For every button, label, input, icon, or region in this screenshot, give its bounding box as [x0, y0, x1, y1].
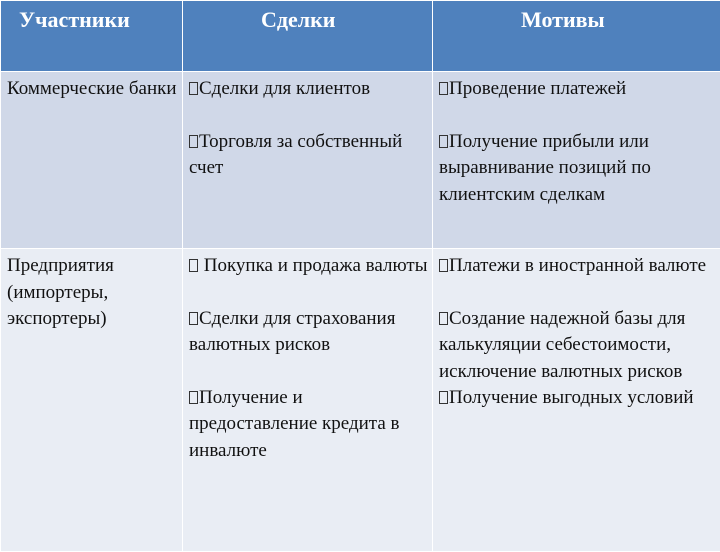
bullet-icon: [189, 82, 198, 95]
motive-item-text: Получение прибыли или выравнивание позиций по клиентским сделкам: [439, 131, 651, 205]
bullet-icon: [439, 391, 448, 404]
header-deals-label: Сделки: [261, 7, 432, 33]
deal-item: [189, 306, 430, 359]
participant-cell: [1, 249, 183, 552]
deal-item-text: Сделки для страхования валютных рисков: [189, 308, 395, 356]
deals-cell: [183, 72, 433, 249]
deal-item-text: Торговля за собственный счет: [189, 131, 402, 179]
deal-item-text: Сделки для клиентов: [199, 78, 370, 99]
deal-item: [189, 253, 430, 280]
motive-item-text: Платежи в иностранной валюте: [449, 255, 706, 276]
table-header-row: [1, 1, 720, 72]
motive-item: [439, 306, 718, 386]
motives-cell: [433, 249, 720, 552]
header-motives-label: Мотивы: [521, 7, 720, 33]
bullet-icon: [439, 259, 448, 272]
motive-item: [439, 76, 718, 103]
header-participants: [1, 1, 183, 72]
header-participants-label: Участники: [19, 7, 182, 33]
motive-item-text: Проведение платежей: [449, 78, 626, 99]
deal-item: [189, 76, 430, 103]
deal-item: [189, 385, 430, 465]
motive-item-text: Получение выгодных условий: [449, 387, 694, 408]
motive-item: [439, 385, 718, 412]
deal-item-text: Покупка и продажа валюты: [199, 255, 428, 276]
bullet-icon: [189, 135, 198, 148]
bullet-icon: [189, 259, 198, 272]
bullet-icon: [189, 312, 198, 325]
deal-item: [189, 129, 430, 182]
table-row: [1, 72, 720, 249]
deals-cell: [183, 249, 433, 552]
motive-item: [439, 253, 718, 280]
header-motives: [433, 1, 720, 72]
motives-cell: [433, 72, 720, 249]
table-row: [1, 249, 720, 552]
bullet-icon: [439, 82, 448, 95]
participant-text: Коммерческие банки: [7, 76, 178, 103]
participant-text: Предприятия (импортеры, экспортеры): [7, 253, 178, 333]
header-deals: [183, 1, 433, 72]
bullet-icon: [439, 312, 448, 325]
bullet-icon: [439, 135, 448, 148]
motive-item-text: Создание надежной базы для калькуляции себестоимости, исключение валютных рисков: [439, 308, 685, 382]
deal-item-text: Получение и предоставление кредита в инвалюте: [189, 387, 399, 461]
motive-item: [439, 129, 718, 209]
bullet-icon: [189, 391, 198, 404]
participant-cell: [1, 72, 183, 249]
